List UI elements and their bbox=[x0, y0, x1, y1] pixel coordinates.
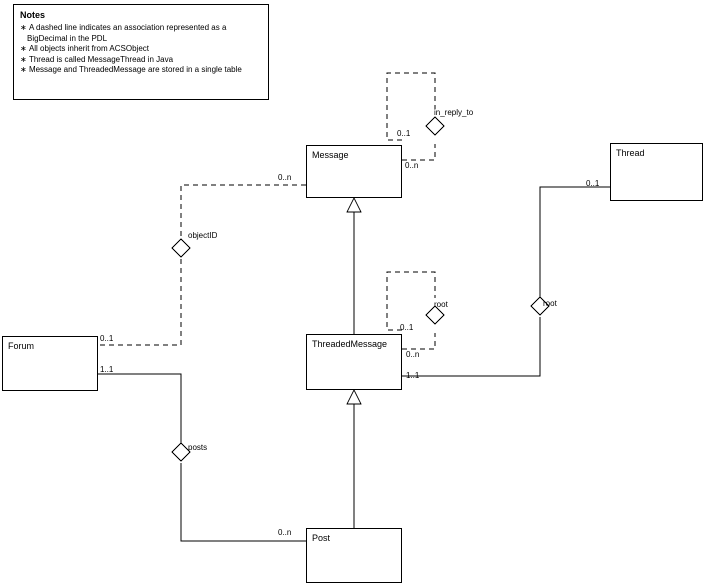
multiplicity-threadedmessage-root-upper: 0..1 bbox=[400, 323, 414, 332]
association-label-object-id: objectID bbox=[188, 231, 218, 240]
multiplicity-forum-objectid: 0..1 bbox=[100, 334, 114, 343]
notes-list bbox=[20, 23, 262, 76]
note-item: ∗ A dashed line indicates an association represented as a BigDecimal in the PDL bbox=[20, 23, 262, 44]
class-box-threadedmessage[interactable] bbox=[306, 334, 402, 390]
class-label-threadedmessage: ThreadedMessage bbox=[312, 339, 388, 349]
class-box-message[interactable] bbox=[306, 145, 402, 198]
note-item: ∗ Message and ThreadedMessage are stored in a single table bbox=[20, 65, 262, 76]
multiplicity-threadedmessage-root-lower: 0..n bbox=[406, 350, 420, 359]
notes-title: Notes bbox=[20, 10, 46, 20]
class-box-forum[interactable] bbox=[2, 336, 98, 391]
notes-box bbox=[13, 4, 269, 100]
multiplicity-forum-posts: 1..1 bbox=[100, 365, 114, 374]
class-label-post: Post bbox=[312, 533, 331, 543]
class-box-post[interactable] bbox=[306, 528, 402, 583]
multiplicity-message-objectid: 0..n bbox=[278, 173, 292, 182]
note-item: ∗ Thread is called MessageThread in Java bbox=[20, 55, 262, 66]
multiplicity-threadedmessage-thread: 1..1 bbox=[406, 371, 420, 380]
class-box-thread[interactable] bbox=[610, 143, 703, 201]
multiplicity-message-in-reply-to-lower: 0..n bbox=[405, 161, 419, 170]
class-label-thread: Thread bbox=[616, 148, 645, 158]
association-label-in-reply-to: in_reply_to bbox=[434, 108, 474, 117]
multiplicity-post-posts: 0..n bbox=[278, 528, 292, 537]
multiplicity-message-in-reply-to-upper: 0..1 bbox=[397, 129, 411, 138]
multiplicity-thread-root: 0..1 bbox=[586, 179, 600, 188]
association-label-root-left: root bbox=[434, 300, 448, 309]
association-label-posts: posts bbox=[188, 443, 208, 452]
class-label-message: Message bbox=[312, 150, 349, 160]
class-label-forum: Forum bbox=[8, 341, 35, 351]
association-label-root-right: root bbox=[543, 299, 557, 308]
note-item: ∗ All objects inherit from ACSObject bbox=[20, 44, 262, 55]
